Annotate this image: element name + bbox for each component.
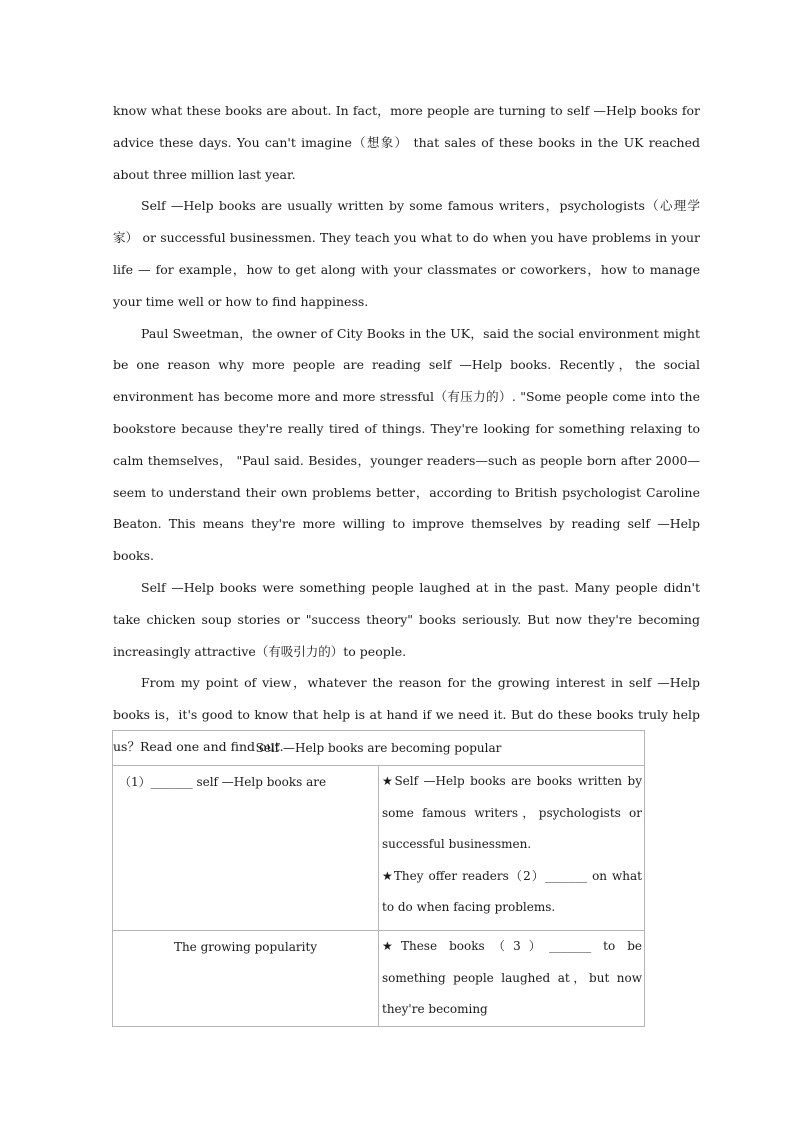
- row-2-label: The growing popularity: [173, 940, 318, 954]
- table-row: [113, 931, 645, 1027]
- row-1-point-1: ★Self —Help books are books written by some famous writers，psychologists or successful businessmen.: [382, 774, 642, 852]
- paragraph-1: know what these books are about. In fact，more people are turning to self —Help books for advice these days. You can't imagine（想象） that sales of these books in the UK reached about three million last year.: [113, 103, 700, 182]
- table-cell-left: [113, 931, 379, 1027]
- row-1-label: （1）_______ self —Help books are: [119, 775, 327, 789]
- paragraph-5: From my point of view，whatever the reason for the growing interest in self —Help books is，it's good to know that help is at hand if we need it. But do these books truly help us？Read one and find out.: [113, 675, 700, 754]
- article-body: [113, 95, 700, 763]
- table-cell-right: [379, 766, 645, 931]
- paragraph-4: Self —Help books were something people laughed at in the past. Many people didn't take chicken soup stories or "success theory" books seriously. But now they're becoming increasingly attractive（有吸引力的）to people.: [113, 579, 700, 659]
- table-header: Self —Help books are becoming popular: [113, 731, 645, 766]
- paragraph-3: Paul Sweetman，the owner of City Books in the UK，said the social environment might be one reason why more people are reading self —Help books. Recently，the social environment has become more and more stressful（有压力的）. "Some people come into the bookstore because they're really tired of things. They're looking for something relaxing to calm themselves， "Paul said. Besides，younger readers—such as people born after 2000—seem to understand their own problems better，according to British psychologist Caroline Beaton. This means they're more willing to improve themselves by reading self —Help books.: [113, 325, 700, 564]
- table-cell-left: [113, 766, 379, 931]
- table-cell-right: [379, 931, 645, 1027]
- row-2-point-1: ★These books（3）_______ to be something people laughed at，but now they're becoming: [382, 939, 642, 1017]
- row-1-point-2: ★They offer readers（2）_______ on what to do when facing problems.: [382, 868, 642, 915]
- table-row: [113, 766, 645, 931]
- summary-table: [112, 730, 645, 1027]
- paragraph-2: Self —Help books are usually written by some famous writers，psychologists（心理学家） or successful businessmen. They teach you what to do when you have problems in your life — for example，how to get along with your classmates or coworkers，how to manage your time well or how to find happiness.: [113, 198, 700, 309]
